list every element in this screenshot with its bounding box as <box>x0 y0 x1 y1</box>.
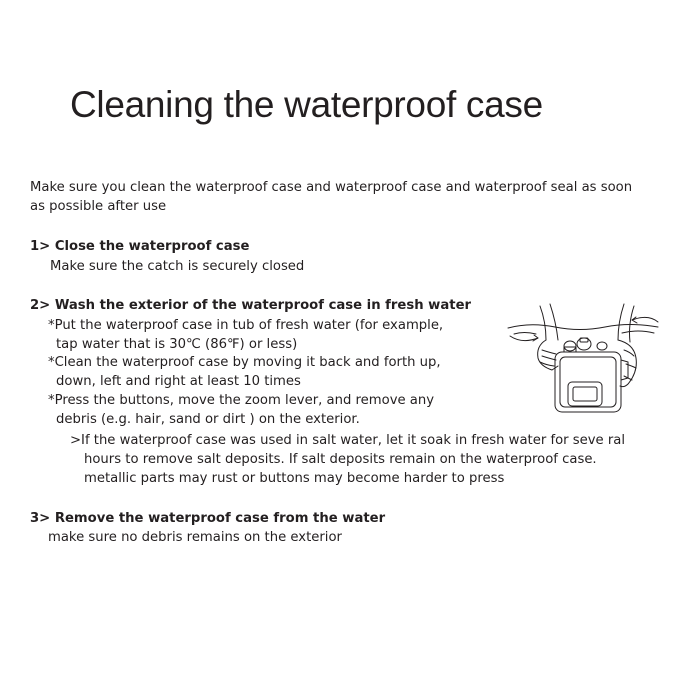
step-2-line: down, left and right at least 10 times <box>56 374 301 389</box>
step-2-line: tap water that is 30℃ (86℉) or less) <box>56 337 298 352</box>
step-2-line: debris (e.g. hair, sand or dirt ) on the exterior. <box>56 412 360 427</box>
step-2-note-line: metallic parts may rust or buttons may become harder to press <box>84 471 505 486</box>
step-2-note-line: hours to remove salt deposits. If salt deposits remain on the waterproof case. <box>84 452 597 467</box>
step-1-heading: 1> Close the waterproof case <box>30 239 250 254</box>
intro-text <box>30 178 632 216</box>
page-title: Cleaning the waterproof case <box>70 84 543 125</box>
hands-washing-waterproof-case-illustration <box>500 300 670 425</box>
step-2-note-line: >If the waterproof case was used in salt water, let it soak in fresh water for seve ral <box>70 433 626 448</box>
step-2-line: *Press the buttons, move the zoom lever, and remove any <box>48 393 435 408</box>
step-2-line: *Clean the waterproof case by moving it back and forth up, <box>48 355 441 370</box>
intro-line: as possible after use <box>30 199 167 214</box>
step-3-body: make sure no debris remains on the exterior <box>48 530 342 545</box>
step-3-heading: 3> Remove the waterproof case from the water <box>30 511 386 526</box>
step-2-line: *Put the waterproof case in tub of fresh water (for example, <box>48 318 444 333</box>
step-1-body: Make sure the catch is securely closed <box>50 259 305 274</box>
intro-line: Make sure you clean the waterproof case and waterproof case and waterproof seal as soon <box>30 180 633 195</box>
step-2-heading: 2> Wash the exterior of the waterproof case in fresh water <box>30 298 472 313</box>
